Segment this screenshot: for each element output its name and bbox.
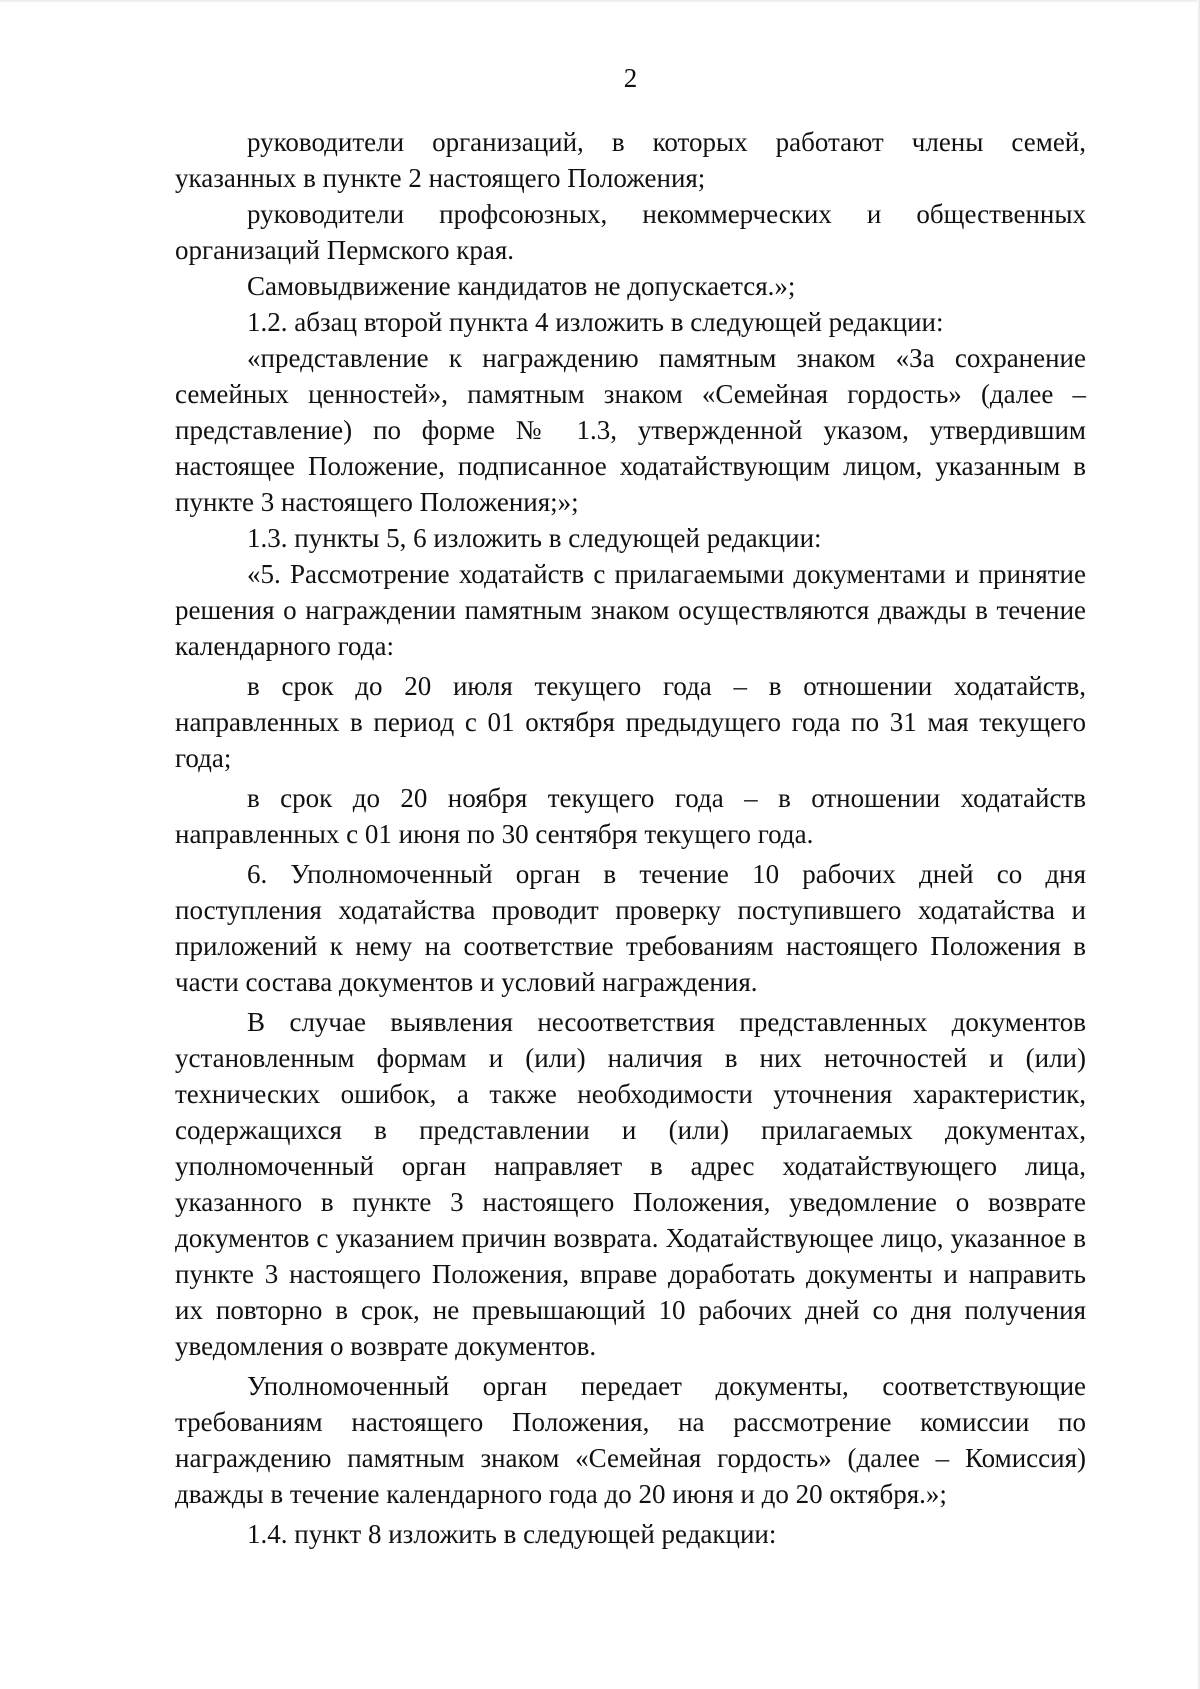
paragraph: руководители профсоюзных, некоммерческих и общественных организаций Пермского края.	[175, 199, 1086, 265]
document-body	[175, 124, 1086, 1552]
paragraph: «5. Рассмотрение ходатайств с прилагаемыми документами и принятие решения о награждении памятным знаком осуществляются дважды в течение календарного года:	[175, 559, 1086, 661]
paragraph: В случае выявления несоответствия представленных документов установленным формам и (или) наличия в них неточностей и (или) технических ошибок, а также необходимости уточнения характеристик, содержащихся в представлении и (или) прилагаемых документах, уполномоченный орган направляет в адрес ходатайствующего лица, указанного в пункте 3 настоящего Положения, уведомление о возврате документов с указанием причин возврата. Ходатайствующее лицо, указанное в пункте 3 настоящего Положения, вправе доработать документы и направить их повторно в срок, не превышающий 10 рабочих дней со дня получения уведомления о возврате документов.	[175, 1007, 1086, 1361]
paragraph: руководители организаций, в которых работают члены семей, указанных в пункте 2 настоящего Положения;	[175, 127, 1086, 193]
paragraph: 1.3. пункты 5, 6 изложить в следующей редакции:	[247, 523, 822, 553]
paragraph: 6. Уполномоченный орган в течение 10 рабочих дней со дня поступления ходатайства проводит проверку поступившего ходатайства и приложений к нему на соответствие требованиям настоящего Положения в части состава документов и условий награждения.	[175, 859, 1086, 997]
page-number: 2	[623, 63, 638, 93]
paragraph: Уполномоченный орган передает документы, соответствующие требованиям настоящего Положения, на рассмотрение комиссии по награждению памятным знаком «Семейная гордость» (далее – Комиссия) дважды в течение календарного года до 20 июня и до 20 октября.»;	[175, 1371, 1086, 1509]
paragraph: Самовыдвижение кандидатов не допускается.»;	[247, 271, 796, 301]
paragraph: в срок до 20 июля текущего года – в отношении ходатайств, направленных в период с 01 октября предыдущего года по 31 мая текущего года;	[175, 671, 1086, 773]
paragraph: 1.2. абзац второй пункта 4 изложить в следующей редакции:	[247, 307, 944, 337]
paragraph: «представление к награждению памятным знаком «За сохранение семейных ценностей», памятным знаком «Семейная гордость» (далее – представление) по форме № 1.3, утвержденной указом, утвердившим настоящее Положение, подписанное ходатайствующим лицом, указанным в пункте 3 настоящего Положения;»;	[175, 343, 1086, 517]
scan-edge	[0, 0, 1200, 3]
paragraph: 1.4. пункт 8 изложить в следующей редакции:	[247, 1519, 777, 1549]
paragraph: в срок до 20 ноября текущего года – в отношении ходатайств направленных с 01 июня по 30 сентября текущего года.	[175, 783, 1086, 849]
